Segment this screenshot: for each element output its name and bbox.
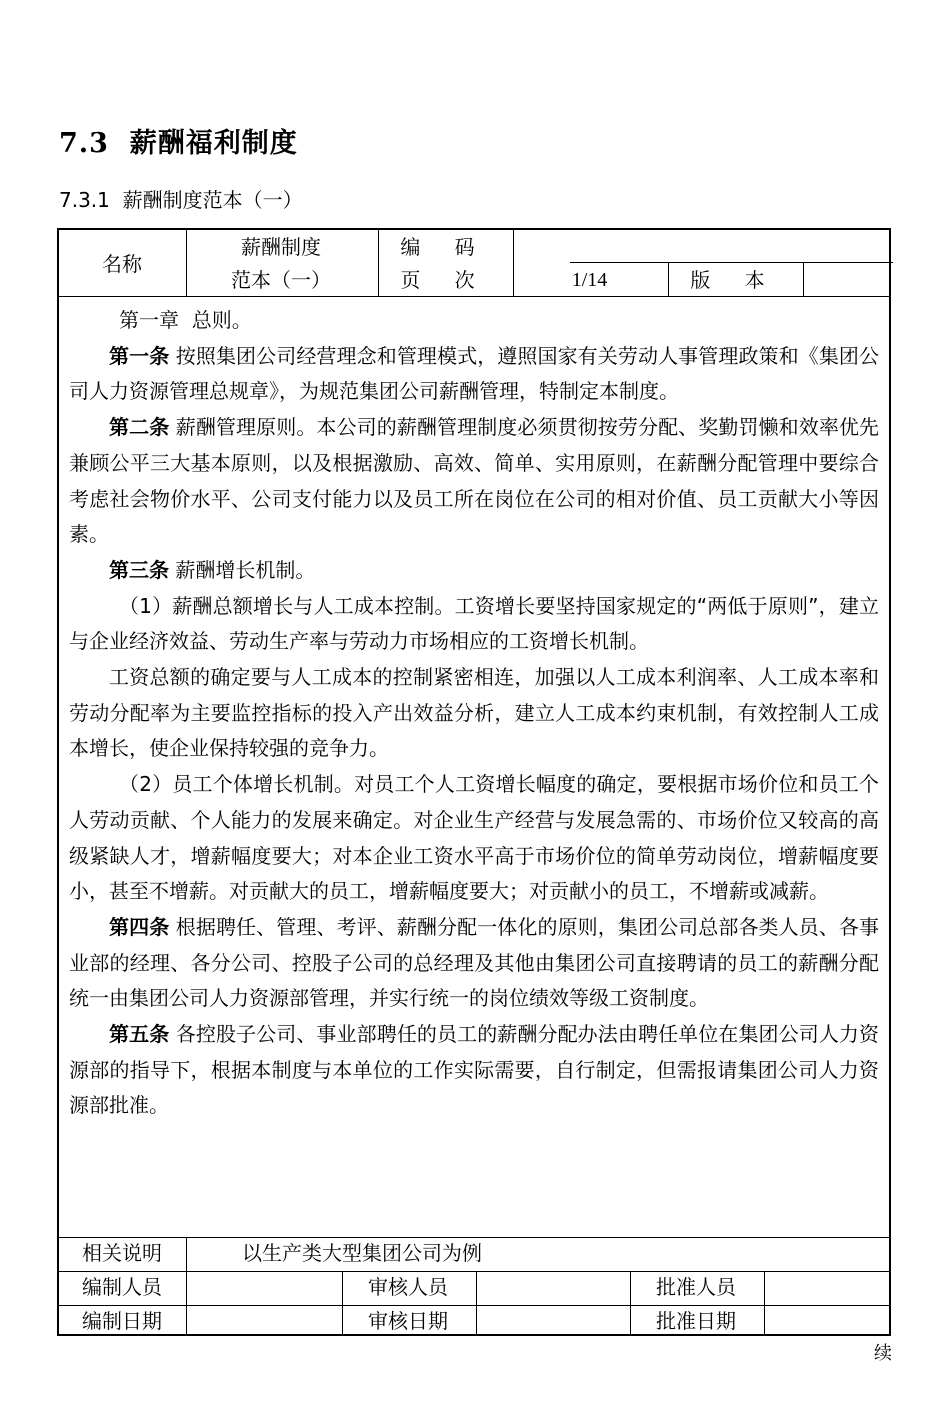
article-3-item-1-paragraph: 工资总额的确定要与人工成本的控制紧密相连，加强以人工成本利润率、人工成本率和劳动分配率为主要监控指标的投入产出效益分析，建立人工成本约束机制，有效控制人工成本增长，使企业保持较强的竞争力。: [69, 665, 879, 761]
article-1: [69, 339, 879, 410]
article-1-number: 第一条: [109, 343, 170, 368]
review-date-label: 审核日期: [368, 1309, 448, 1333]
section-title: 薪酬福利制度: [129, 128, 298, 159]
doc-name-line1: 薪酬制度: [241, 235, 321, 259]
approve-date-label: 批准日期: [656, 1309, 736, 1333]
prep-date-label: 编制日期: [82, 1309, 162, 1333]
article-3-text: 薪酬增长机制。: [175, 557, 316, 582]
article-4: [69, 910, 879, 1017]
name-label: 名称: [102, 252, 142, 276]
section-heading: [59, 124, 298, 164]
approver-label: 批准人员: [656, 1275, 736, 1299]
article-3: [69, 553, 879, 589]
article-2-number: 第二条: [109, 415, 170, 440]
reviewer-label: 审核人员: [368, 1275, 448, 1299]
regulation-body: [69, 303, 879, 1124]
article-1-text: 按照集团公司经营理念和管理模式，遵照国家有关劳动人事管理政策和《集团公司人力资源管理总规章》，为规范集团公司薪酬管理，特制定本制度。: [69, 343, 880, 404]
article-3-item-1: （1）薪酬总额增长与人工成本控制。工资增长要坚持国家规定的“两低于原则”，建立与企业经济效益、劳动生产率与劳动力市场相应的工资增长机制。: [69, 593, 879, 654]
page-value: 1/14: [571, 269, 608, 291]
subsection-heading: 7.3.1 薪酬制度范本（一）: [59, 188, 303, 212]
doc-name-line2: 范本（一）: [231, 268, 331, 292]
article-5-text: 各控股子公司、事业部聘任的员工的薪酬分配办法由聘任单位在集团公司人力资源部的指导下，根据本制度与本单位的工作实际需要，自行制定，但需报请集团公司人力资源部批准。: [69, 1022, 880, 1118]
article-2: [69, 410, 879, 553]
article-3-item-2: （2）员工个体增长机制。对员工个人工资增长幅度的确定，要根据市场价位和员工个人劳动贡献、个人能力的发展来确定。对企业生产经营与发展急需的、市场价位又较高的高级紧缺人才，增薪幅度要大；对本企业工资水平高于市场价位的简单劳动岗位，增薪幅度要小，甚至不增薪。对贡献大的员工，增薪幅度要大；对贡献小的员工，不增薪或减薪。: [69, 772, 879, 904]
article-5: [69, 1017, 879, 1124]
article-3-number: 第三条: [109, 557, 169, 582]
preparer-label: 编制人员: [82, 1275, 162, 1299]
note-label: 相关说明: [82, 1241, 162, 1265]
version-label: 版 本: [690, 268, 779, 292]
section-number: 7.3: [59, 128, 109, 159]
code-label: 编 码: [400, 235, 489, 259]
note-value: 以生产类大型集团公司为例: [242, 1241, 482, 1265]
continued-marker: 续: [874, 1343, 892, 1364]
page-label: 页 次: [400, 268, 489, 292]
article-5-number: 第五条: [109, 1022, 170, 1047]
article-4-number: 第四条: [109, 914, 170, 939]
article-2-text: 薪酬管理原则。本公司的薪酬管理制度必须贯彻按劳分配、奖勤罚懒和效率优先兼顾公平三大基本原则，以及根据激励、高效、简单、实用原则，在薪酬分配管理中要综合考虑社会物价水平、公司支付能力以及员工所在岗位在公司的相对价值、员工贡献大小等因素。: [69, 415, 880, 547]
chapter-heading: 第一章 总则。: [119, 308, 252, 332]
article-4-text: 根据聘任、管理、考评、薪酬分配一体化的原则，集团公司总部各类人员、各事业部的经理、各分公司、控股子公司的总经理及其他由集团公司直接聘请的员工的薪酬分配统一由集团公司人力资源部管理，并实行统一的岗位绩效等级工资制度。: [69, 914, 880, 1011]
